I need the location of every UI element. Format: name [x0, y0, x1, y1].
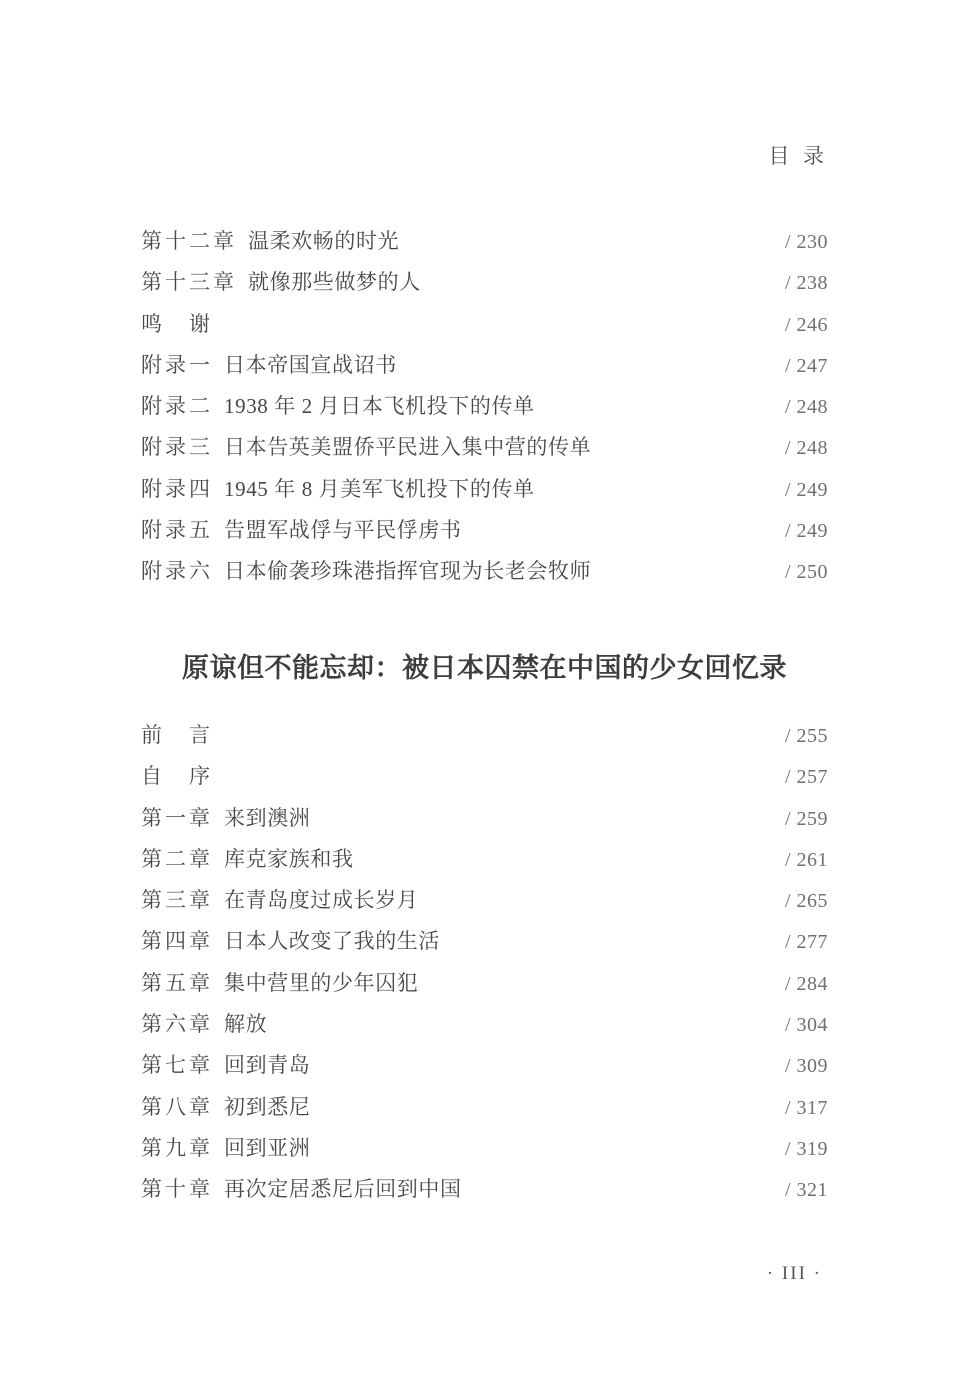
toc-entry-text	[141, 231, 399, 252]
toc-entry-title: 1938 年 2 月日本飞机投下的传单	[224, 394, 535, 419]
toc-entry-text	[141, 1135, 311, 1160]
toc-entry-label: 第一章	[141, 805, 213, 830]
toc-entry-title: 日本偷袭珍珠港指挥官现为长老会牧师	[224, 559, 592, 584]
toc-entry-label: 附录二	[141, 394, 213, 419]
toc-entry-page-number: / 248	[784, 396, 828, 419]
toc-entry-label: 第八章	[141, 1094, 213, 1119]
toc-entry-page-number: / 247	[784, 354, 828, 377]
toc-entry	[141, 1014, 828, 1036]
toc-entry-text	[141, 931, 440, 952]
toc-entry-text	[141, 561, 591, 582]
toc-entry-label: 第二章	[141, 846, 213, 871]
toc-page-heading: 目 录	[768, 144, 825, 168]
toc-entry-label: 附录三	[141, 435, 213, 460]
toc-entry-label: 第十三章	[141, 270, 237, 295]
toc-entry-page-number: / 277	[784, 931, 828, 954]
toc-entry-page-number: / 309	[784, 1055, 828, 1078]
toc-entry-text	[141, 396, 535, 417]
toc-entry-text	[141, 520, 462, 541]
toc-entry	[141, 352, 828, 377]
toc-entry-page-number: / 284	[784, 972, 828, 995]
toc-entry-page-number: / 246	[784, 313, 828, 336]
toc-entry	[141, 725, 828, 747]
toc-entry	[141, 396, 828, 418]
toc-entry-label: 附录四	[141, 476, 213, 501]
toc-entry-label: 前 言	[141, 723, 213, 747]
toc-entry-text	[141, 846, 354, 871]
toc-entry-text	[141, 272, 421, 293]
toc-entry-page-number: / 257	[784, 766, 828, 789]
toc-entry-text	[141, 805, 311, 830]
toc-entry-title: 回到亚洲	[224, 1135, 311, 1160]
toc-entry-title: 温柔欢畅的时光	[248, 229, 400, 253]
toc-entry-title: 回到青岛	[224, 1053, 311, 1078]
toc-entry-label: 第九章	[141, 1135, 213, 1160]
toc-entry	[141, 890, 828, 912]
toc-entry-title: 告盟军战俘与平民俘虏书	[224, 518, 462, 543]
toc-entry-title: 来到澳洲	[224, 805, 311, 830]
toc-entry	[141, 1135, 828, 1160]
toc-entry-page-number: / 259	[784, 807, 828, 830]
toc-list-memoir	[141, 725, 828, 1221]
toc-entry-page-number: / 319	[784, 1137, 828, 1160]
toc-entry-page-number: / 249	[784, 478, 828, 501]
toc-entry-title: 就像那些做梦的人	[248, 270, 421, 295]
toc-entry-page-number: / 304	[784, 1014, 828, 1037]
page-number-folio: · III ·	[766, 1263, 822, 1284]
toc-entry-page-number: / 265	[784, 890, 828, 913]
toc-entry-title: 日本告英美盟侨平民进入集中营的传单	[224, 435, 592, 460]
toc-entry	[141, 561, 828, 583]
toc-entry-label: 附录一	[141, 352, 213, 377]
toc-entry-title: 1945 年 8 月美军飞机投下的传单	[224, 476, 535, 501]
toc-entry-text	[141, 437, 591, 458]
toc-entry	[141, 931, 828, 953]
toc-entry-label: 第四章	[141, 929, 213, 954]
toc-entry-title: 再次定居悉尼后回到中国	[224, 1177, 462, 1202]
toc-entry	[141, 1055, 828, 1077]
toc-entry	[141, 766, 828, 788]
toc-entry-text	[141, 476, 535, 501]
toc-entry-title: 日本人改变了我的生活	[224, 929, 440, 954]
toc-entry	[141, 272, 828, 294]
toc-entry-text	[141, 311, 213, 336]
toc-entry	[141, 520, 828, 542]
toc-entry-text	[141, 725, 213, 746]
toc-entry-label: 第六章	[141, 1012, 213, 1037]
toc-entry-text	[141, 1055, 310, 1076]
toc-entry-page-number: / 250	[784, 561, 828, 584]
toc-entry	[141, 805, 828, 830]
toc-entry-title: 初到悉尼	[224, 1094, 311, 1119]
toc-entry	[141, 846, 828, 871]
toc-entry-text	[141, 352, 397, 377]
toc-entry-title: 日本帝国宣战诏书	[224, 352, 397, 377]
toc-entry	[141, 231, 828, 253]
toc-entry-page-number: / 238	[784, 272, 828, 295]
toc-entry-text	[141, 890, 418, 911]
toc-entry-label: 第十章	[141, 1177, 213, 1202]
toc-entry	[141, 311, 828, 336]
toc-entry-text	[141, 1179, 462, 1200]
toc-entry-label: 第七章	[141, 1053, 213, 1078]
toc-entry-page-number: / 249	[784, 520, 828, 543]
toc-entry	[141, 1179, 828, 1201]
toc-entry-text	[141, 1014, 267, 1035]
toc-entry-label: 附录六	[141, 559, 213, 584]
toc-entry-label: 附录五	[141, 518, 213, 543]
toc-entry-label: 第十二章	[141, 229, 237, 253]
toc-entry-title: 库克家族和我	[224, 846, 354, 871]
toc-entry-title: 解放	[224, 1012, 268, 1037]
toc-entry	[141, 476, 828, 501]
toc-entry-label: 第三章	[141, 888, 213, 913]
toc-entry-page-number: / 248	[784, 437, 828, 460]
toc-entry-title: 集中营里的少年囚犯	[224, 970, 419, 995]
toc-entry-label: 鸣 谢	[141, 311, 213, 336]
toc-entry-text	[141, 970, 419, 995]
toc-entry	[141, 970, 828, 995]
toc-entry-page-number: / 255	[784, 725, 828, 747]
toc-list-appendices	[141, 231, 828, 603]
toc-entry-text	[141, 1094, 311, 1119]
toc-entry	[141, 437, 828, 459]
toc-entry	[141, 1094, 828, 1119]
toc-entry-label: 自 序	[141, 764, 213, 789]
toc-entry-text	[141, 766, 213, 787]
toc-entry-page-number: / 317	[784, 1096, 828, 1119]
toc-entry-page-number: / 261	[784, 848, 828, 871]
toc-entry-label: 第五章	[141, 970, 213, 995]
toc-entry-page-number: / 230	[784, 231, 828, 253]
toc-entry-page-number: / 321	[784, 1179, 828, 1202]
section-title: 原谅但不能忘却：被日本囚禁在中国的少女回忆录	[182, 653, 787, 683]
toc-entry-title: 在青岛度过成长岁月	[224, 888, 419, 913]
